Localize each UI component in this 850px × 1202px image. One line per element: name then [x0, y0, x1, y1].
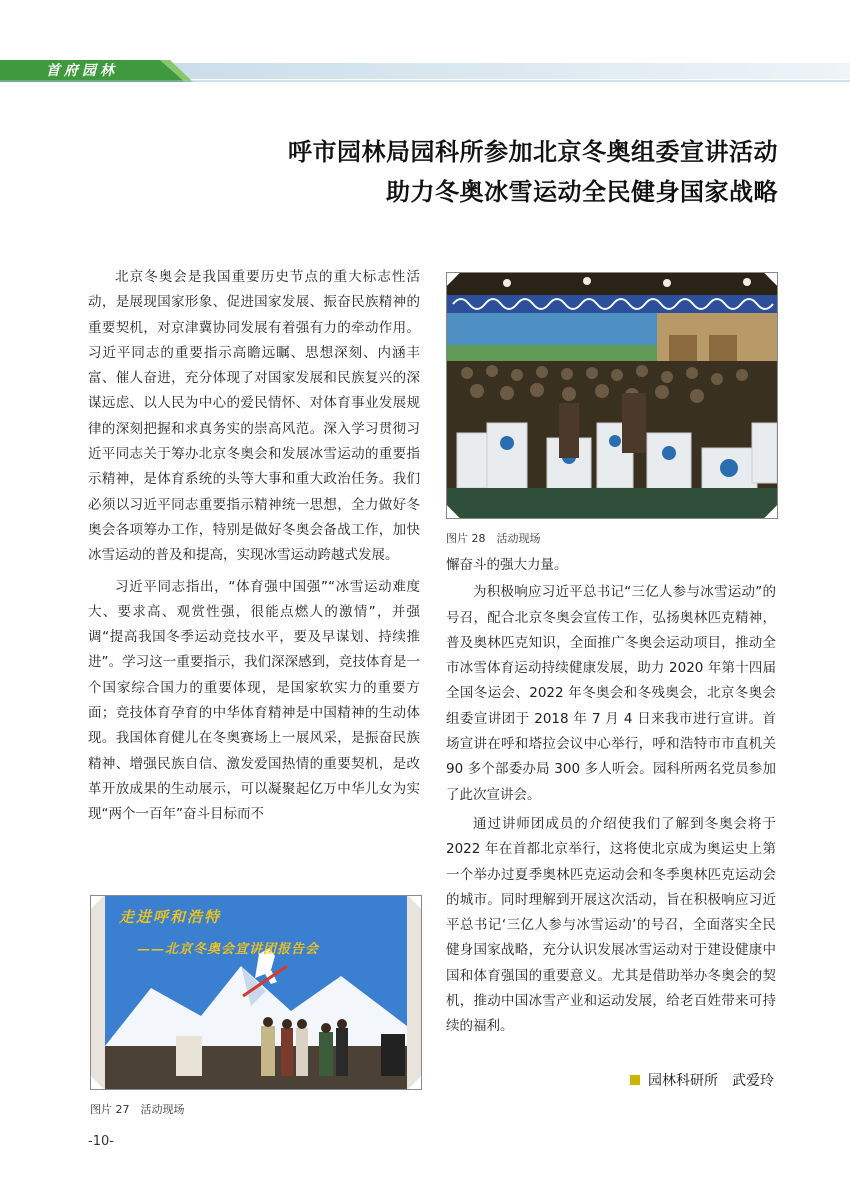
photo-event-audience	[446, 272, 778, 519]
page-number: -10-	[88, 1134, 114, 1149]
paragraph-2: 习近平同志指出，“体育强中国强”“冰雪运动难度大、要求高、观赏性强，很能点燃人的激情”，并强调“提高我国冬季运动竞技水平，要及早谋划、持续推进”。学习这一重要指示，我们深深感到，竞技体育是一个国家综合国力的重要体现，是国家软实力的重要方面；竞技体育孕育的中华体育精神是中国精神的生动体现。我国体育健儿在冬奥赛场上一展风采，是振奋民族精神、增强民族自信、激发爱国热情的重要契机，是改革开放成果的生动展示，可以凝聚起亿万中华儿女为实现“两个一百年”奋斗目标而不	[88, 578, 420, 823]
photo-stage-banner	[90, 895, 422, 1090]
author-name: 园林科研所 武爱玲	[648, 1073, 774, 1089]
photo-caption-28: 图片 28 活动现场	[446, 532, 541, 545]
section-label: 首府园林	[46, 63, 118, 79]
audience-scene	[447, 273, 777, 518]
banner-title-line2: ——北京冬奥会宣讲团报告会	[137, 942, 320, 957]
section-header-band	[0, 60, 850, 82]
article-title-line2: 助力冬奥冰雪运动全民健身国家战略	[386, 178, 778, 206]
author-line	[630, 1070, 774, 1090]
photo-caption-27: 图片 27 活动现场	[90, 1103, 185, 1116]
paragraph-4: 通过讲师团成员的介绍使我们了解到冬奥会将于 2022 年在首都北京举行，这将使北京成为奥运史上第一个举办过夏季奥林匹克运动会和冬季奥林匹克运动会的城市。同时理解到开展这次活动，旨在积极响应习近平总书记‘三亿人参与冰雪运动’的号召，全面落实全民健身国家战略，充分认识发展冰雪运动对于建设健康中国和体育强国的重要意义。尤其是借助举办冬奥会的契机，推动中国冰雪产业和运动发展，给老百姓带来可持续的福利。	[446, 815, 776, 1035]
paragraph-1-continued: 懈奋斗的强大力量。	[446, 557, 568, 573]
banner-title-line1: 走进呼和浩特	[119, 908, 222, 926]
author-marker-square	[630, 1075, 640, 1085]
paragraph-3: 为积极响应习近平总书记“三亿人参与冰雪运动”的号召，配合北京冬奥会宣传工作，弘扬奥林匹克精神，普及奥林匹克知识，全面推广冬奥会运动项目，推动全市冰雪体育运动持续健康发展，助力 2020 年第十四届全国冬运会、2022 年冬奥会和冬残奥会，北京冬奥会组委宣讲团于 2018 年 7 月 4 日来我市进行宣讲。首场宣讲在呼和塔拉会议中心举行，呼和浩特市市直机关 90 多个部委办局 300 多人听会。园科所两名党员参加了此次宣讲会。	[446, 584, 776, 803]
paragraph-1: 北京冬奥会是我国重要历史节点的重大标志性活动，是展现国家形象、促进国家发展、振奋民族精神的重要契机，对京津冀协同发展有着强有力的牵动作用。习近平同志的重要指示高瞻远瞩、思想深刻、内涵丰富、催人奋进，充分体现了对国家发展和民族复兴的深谋远虑、以人民为中心的爱民情怀、对体育事业发展规律的深刻把握和求真务实的崇高风范。深入学习贯彻习近平同志关于筹办北京冬奥会和发展冰雪运动的重要指示精神，是体育系统的头等大事和重大政治任务。我们必须以习近平同志重要指示精神统一思想，全力做好冬奥会各项筹办工作，特别是做好冬奥会备战工作，加快冰雪运动的普及和提高，实现冰雪运动跨越式发展。	[88, 269, 420, 564]
left-column	[88, 265, 420, 828]
article-title-line1: 呼市园林局园科所参加北京冬奥组委宣讲活动	[288, 138, 778, 166]
right-column	[446, 553, 776, 1040]
